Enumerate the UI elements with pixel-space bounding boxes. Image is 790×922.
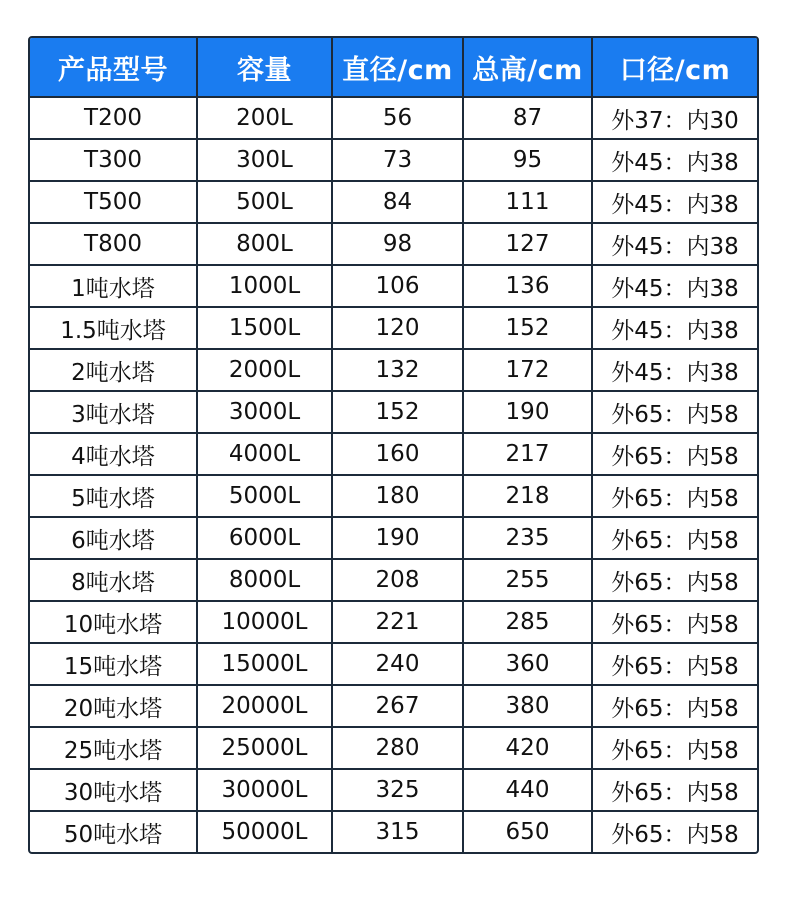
table-row [30, 475, 757, 517]
cell-model: T800 [30, 223, 197, 265]
cell-opening: 外65：内58 [592, 643, 757, 685]
cell-height: 190 [463, 391, 592, 433]
table-row [30, 685, 757, 727]
cell-capacity: 50000L [197, 811, 332, 852]
table-row [30, 433, 757, 475]
header-opening: 口径/cm [592, 38, 757, 97]
table-row [30, 559, 757, 601]
cell-diameter: 132 [332, 349, 463, 391]
table-row [30, 265, 757, 307]
cell-diameter: 120 [332, 307, 463, 349]
cell-model: 30吨水塔 [30, 769, 197, 811]
header-row [30, 38, 757, 97]
cell-model: 4吨水塔 [30, 433, 197, 475]
table-row [30, 517, 757, 559]
cell-diameter: 160 [332, 433, 463, 475]
cell-diameter: 267 [332, 685, 463, 727]
cell-capacity: 20000L [197, 685, 332, 727]
table-row [30, 391, 757, 433]
header-diameter: 直径/cm [332, 38, 463, 97]
cell-diameter: 152 [332, 391, 463, 433]
header-capacity: 容量 [197, 38, 332, 97]
cell-diameter: 240 [332, 643, 463, 685]
cell-height: 360 [463, 643, 592, 685]
table-header [30, 38, 757, 97]
table-row [30, 181, 757, 223]
cell-opening: 外65：内58 [592, 769, 757, 811]
table-row [30, 139, 757, 181]
table-row [30, 601, 757, 643]
cell-opening: 外65：内58 [611, 821, 739, 848]
cell-diameter: 280 [332, 727, 463, 769]
spec-table-container [28, 36, 759, 854]
cell-opening: 外45：内38 [592, 265, 757, 307]
cell-height: 380 [463, 685, 592, 727]
cell-model: T300 [30, 139, 197, 181]
cell-opening: 外65：内58 [592, 685, 757, 727]
cell-capacity: 30000L [197, 769, 332, 811]
cell-diameter: 208 [332, 559, 463, 601]
cell-diameter: 190 [332, 517, 463, 559]
cell-opening: 外65：内58 [592, 391, 757, 433]
cell-model: 10吨水塔 [30, 601, 197, 643]
table-row [30, 97, 757, 139]
cell-diameter: 98 [332, 223, 463, 265]
cell-opening: 外45：内38 [592, 307, 757, 349]
cell-diameter: 84 [332, 181, 463, 223]
cell-model: 3吨水塔 [30, 391, 197, 433]
cell-opening: 外45：内38 [592, 223, 757, 265]
cell-height: 255 [463, 559, 592, 601]
cell-opening: 外65：内58 [592, 517, 757, 559]
cell-height: 285 [463, 601, 592, 643]
cell-capacity: 800L [197, 223, 332, 265]
cell-height: 136 [463, 265, 592, 307]
cell-capacity: 3000L [197, 391, 332, 433]
cell-diameter: 56 [332, 97, 463, 139]
cell-capacity: 300L [197, 139, 332, 181]
cell-height: 111 [463, 181, 592, 223]
cell-height: 218 [463, 475, 592, 517]
cell-capacity: 10000L [197, 601, 332, 643]
cell-model: 50吨水塔 [30, 811, 197, 852]
cell-height: 217 [463, 433, 592, 475]
cell-capacity: 25000L [197, 727, 332, 769]
cell-capacity: 5000L [197, 475, 332, 517]
header-model: 产品型号 [30, 38, 197, 97]
cell-capacity: 500L [197, 181, 332, 223]
cell-model: T200 [30, 97, 197, 139]
cell-model: 15吨水塔 [30, 643, 197, 685]
cell-height: 440 [463, 769, 592, 811]
cell-height: 127 [463, 223, 592, 265]
cell-diameter: 106 [332, 265, 463, 307]
spec-table [30, 38, 757, 852]
cell-model: T500 [30, 181, 197, 223]
cell-opening: 外45：内38 [592, 181, 757, 223]
cell-diameter: 315 [332, 811, 463, 852]
cell-model: 6吨水塔 [30, 517, 197, 559]
cell-opening: 外65：内58 [592, 727, 757, 769]
cell-opening: 外65：内58 [592, 433, 757, 475]
cell-diameter: 73 [332, 139, 463, 181]
table-row [30, 811, 757, 852]
cell-opening: 外65：内58 [592, 475, 757, 517]
cell-height: 172 [463, 349, 592, 391]
table-body [30, 97, 757, 852]
table-row [30, 223, 757, 265]
table-row [30, 727, 757, 769]
cell-height: 87 [463, 97, 592, 139]
cell-opening: 外37：内30 [592, 97, 757, 139]
cell-model: 20吨水塔 [30, 685, 197, 727]
table-row [30, 349, 757, 391]
cell-height: 420 [463, 727, 592, 769]
table-row [30, 643, 757, 685]
cell-capacity: 15000L [197, 643, 332, 685]
cell-height: 650 [463, 811, 592, 852]
cell-opening: 外65：内58 [592, 601, 757, 643]
cell-model: 1.5吨水塔 [30, 307, 197, 349]
cell-capacity: 1500L [197, 307, 332, 349]
cell-height: 235 [463, 517, 592, 559]
cell-model: 25吨水塔 [30, 727, 197, 769]
table-row [30, 769, 757, 811]
cell-capacity: 4000L [197, 433, 332, 475]
cell-model: 5吨水塔 [30, 475, 197, 517]
cell-model: 8吨水塔 [30, 559, 197, 601]
cell-diameter: 325 [332, 769, 463, 811]
table-row [30, 307, 757, 349]
cell-capacity: 1000L [197, 265, 332, 307]
cell-capacity: 8000L [197, 559, 332, 601]
cell-model: 1吨水塔 [30, 265, 197, 307]
cell-capacity: 200L [197, 97, 332, 139]
cell-height: 95 [463, 139, 592, 181]
cell-diameter: 221 [332, 601, 463, 643]
cell-height: 152 [463, 307, 592, 349]
cell-opening: 外45：内38 [592, 139, 757, 181]
header-height: 总高/cm [463, 38, 592, 97]
cell-opening: 外65：内58 [592, 559, 757, 601]
cell-capacity: 6000L [197, 517, 332, 559]
cell-capacity: 2000L [197, 349, 332, 391]
cell-diameter: 180 [332, 475, 463, 517]
cell-model: 2吨水塔 [30, 349, 197, 391]
cell-opening: 外45：内38 [592, 349, 757, 391]
